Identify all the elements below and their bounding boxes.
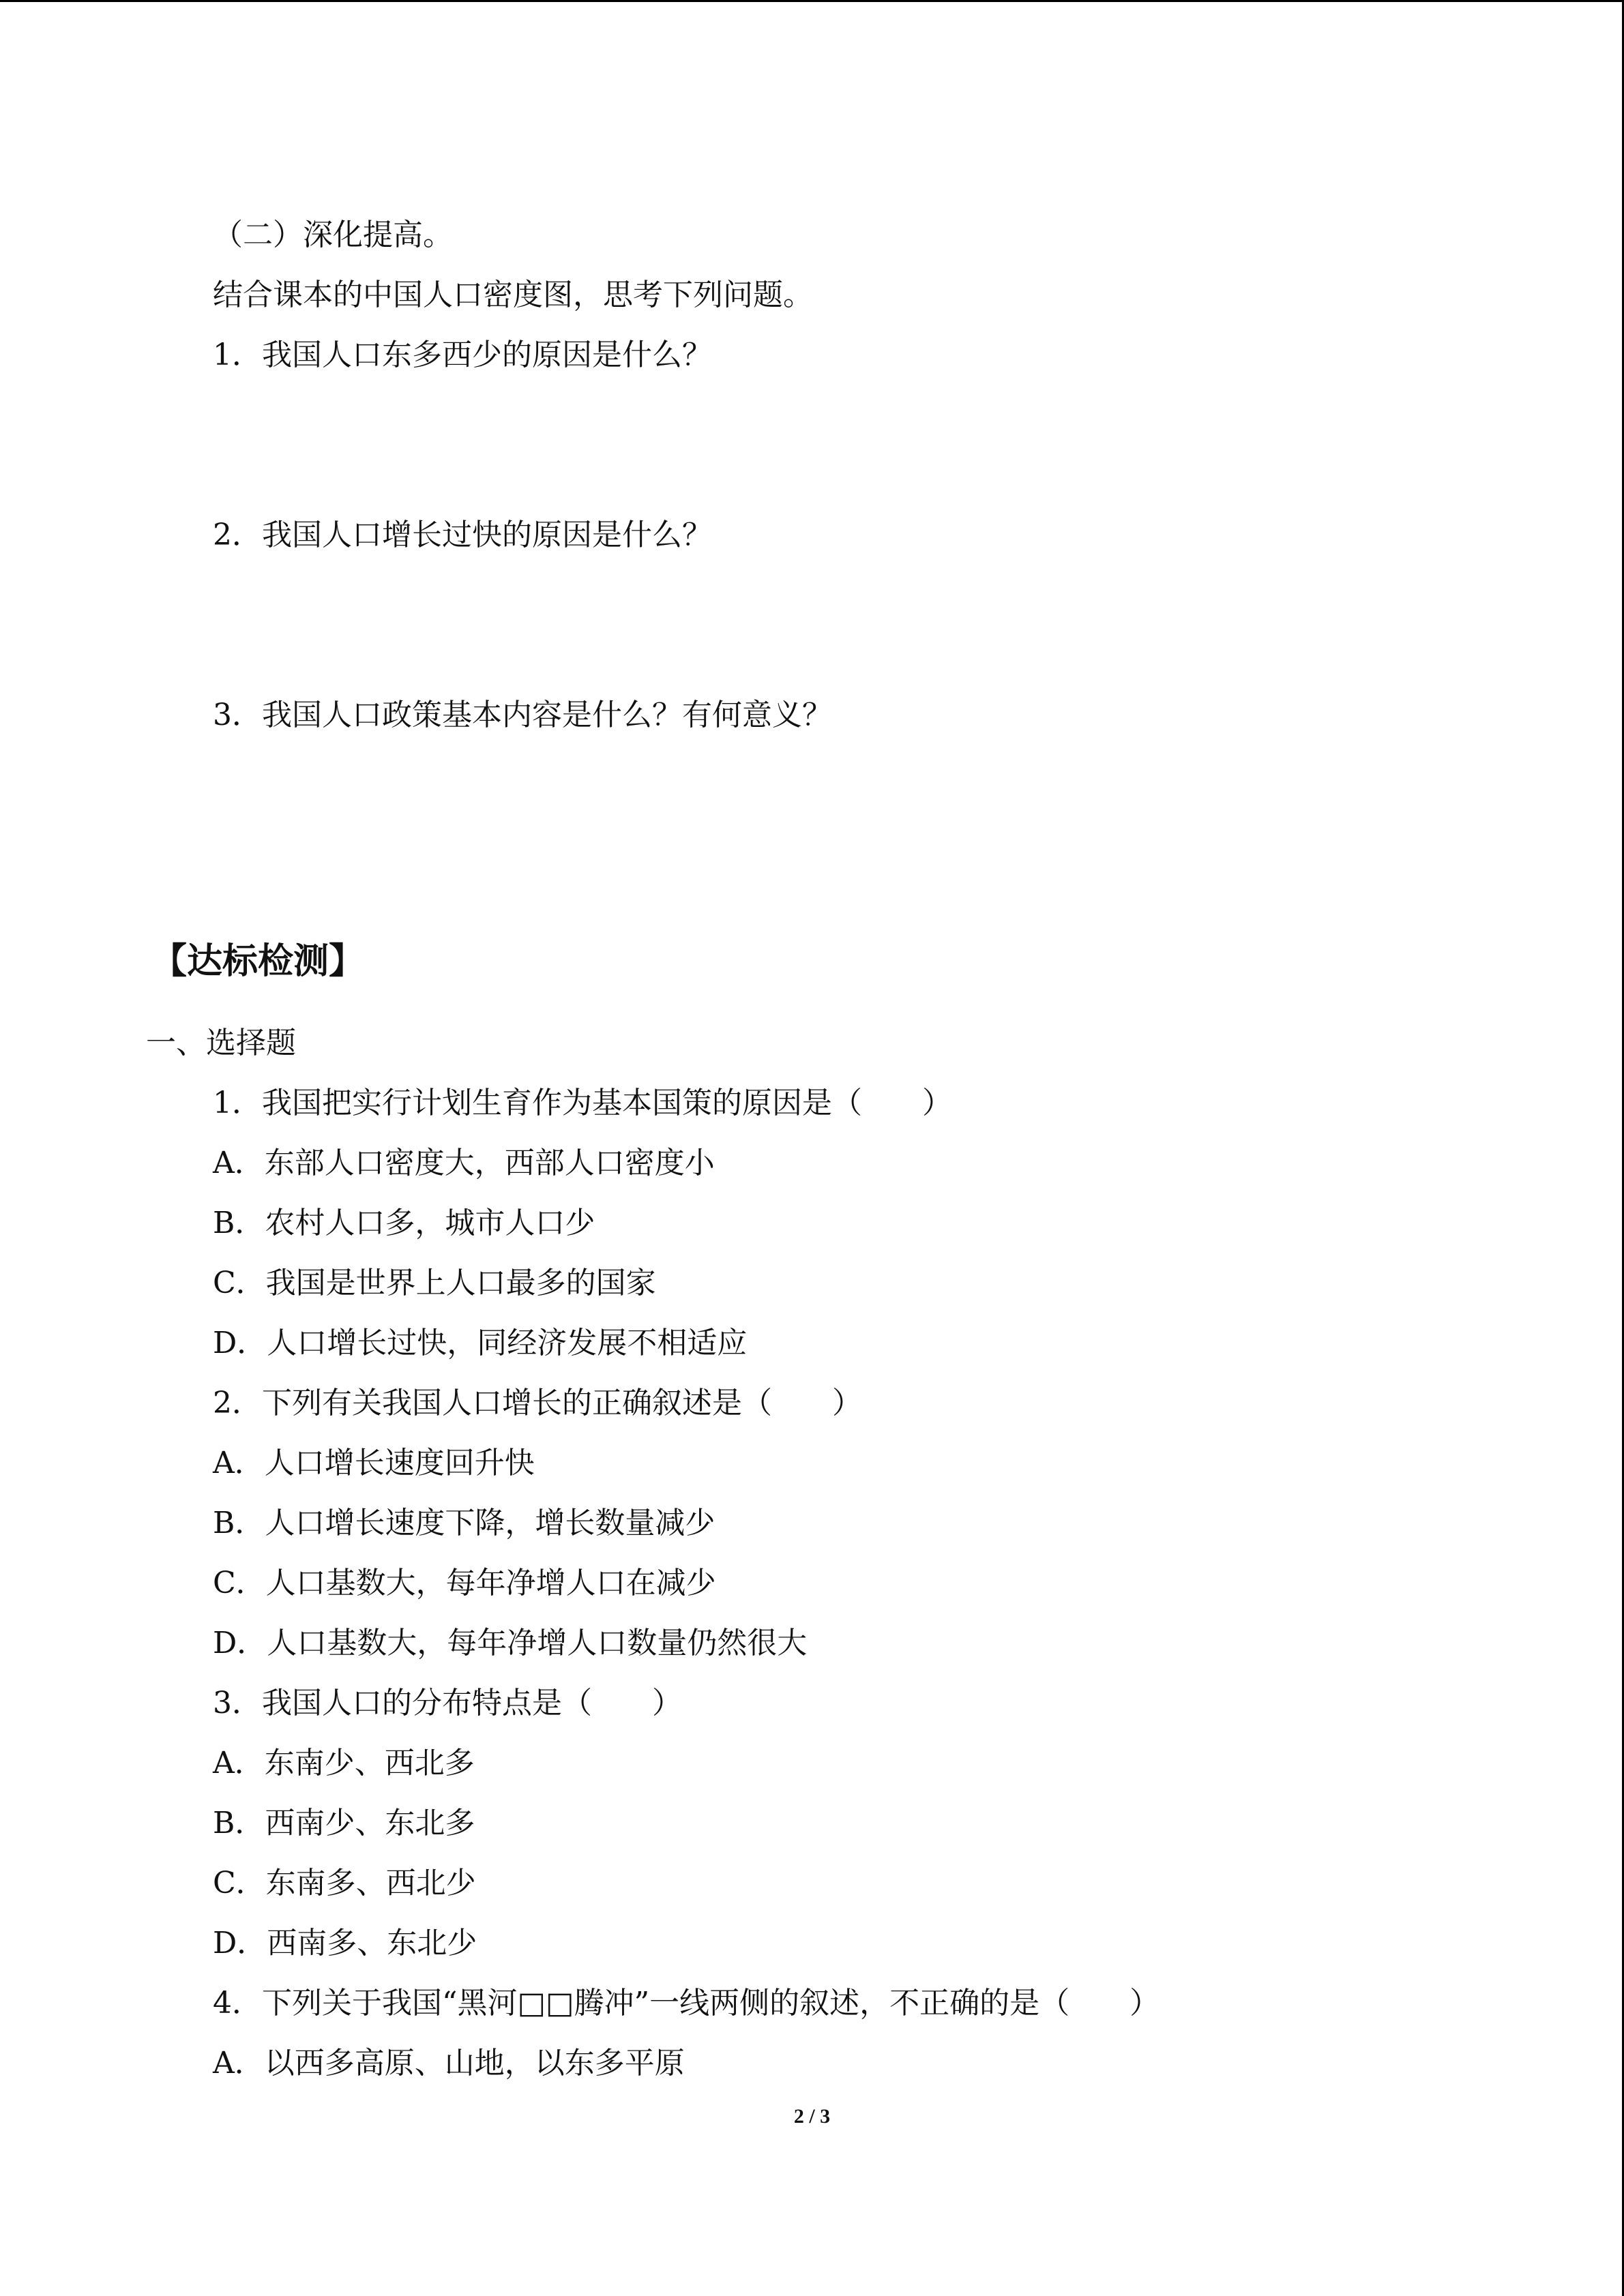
page-top-border [0, 0, 1624, 2]
section-title-deepening: （二）深化提高。 [213, 218, 453, 252]
mc-option: B．人口增长速度下降，增长数量减少 [213, 1506, 715, 1540]
mc-option: C．人口基数大，每年净增人口在减少 [213, 1566, 716, 1600]
mc-option: A．东南少、西北多 [213, 1746, 475, 1780]
question-1: 1．我国人口东多西少的原因是什么？ [213, 338, 712, 372]
mc-option: B．农村人口多，城市人口少 [213, 1206, 595, 1240]
mc-option: C．东南多、西北少 [213, 1866, 476, 1900]
mc-option: A．人口增长速度回升快 [213, 1446, 535, 1480]
mc-option: A．东部人口密度大，西部人口密度小 [213, 1146, 715, 1180]
mc-option: C．我国是世界上人口最多的国家 [213, 1266, 656, 1300]
section-intro: 结合课本的中国人口密度图，思考下列问题。 [213, 278, 813, 312]
mc-question-2: 2．下列有关我国人口增长的正确叙述是（ ） [213, 1386, 862, 1420]
choice-section-title: 一、选择题 [146, 1026, 296, 1060]
assessment-heading: 【达标检测】 [151, 941, 365, 982]
mc-option: D．人口基数大，每年净增人口数量仍然很大 [213, 1626, 808, 1660]
mc-question-1: 1．我国把实行计划生育作为基本国策的原因是（ ） [213, 1086, 952, 1120]
mc-question-4: 4．下列关于我国“黑河□□腾冲”一线两侧的叙述，不正确的是（ ） [213, 1986, 1160, 2021]
question-3: 3．我国人口政策基本内容是什么？有何意义？ [213, 698, 832, 732]
mc-question-3: 3．我国人口的分布特点是（ ） [213, 1686, 682, 1720]
mc-option: A．以西多高原、山地，以东多平原 [213, 2046, 685, 2081]
mc-option: D．人口增长过快，同经济发展不相适应 [213, 1326, 748, 1360]
page-number: 2 / 3 [793, 2105, 831, 2128]
mc-option: B．西南少、东北多 [213, 1806, 475, 1840]
question-2: 2．我国人口增长过快的原因是什么？ [213, 518, 712, 552]
mc-option: D．西南多、东北少 [213, 1926, 477, 1960]
